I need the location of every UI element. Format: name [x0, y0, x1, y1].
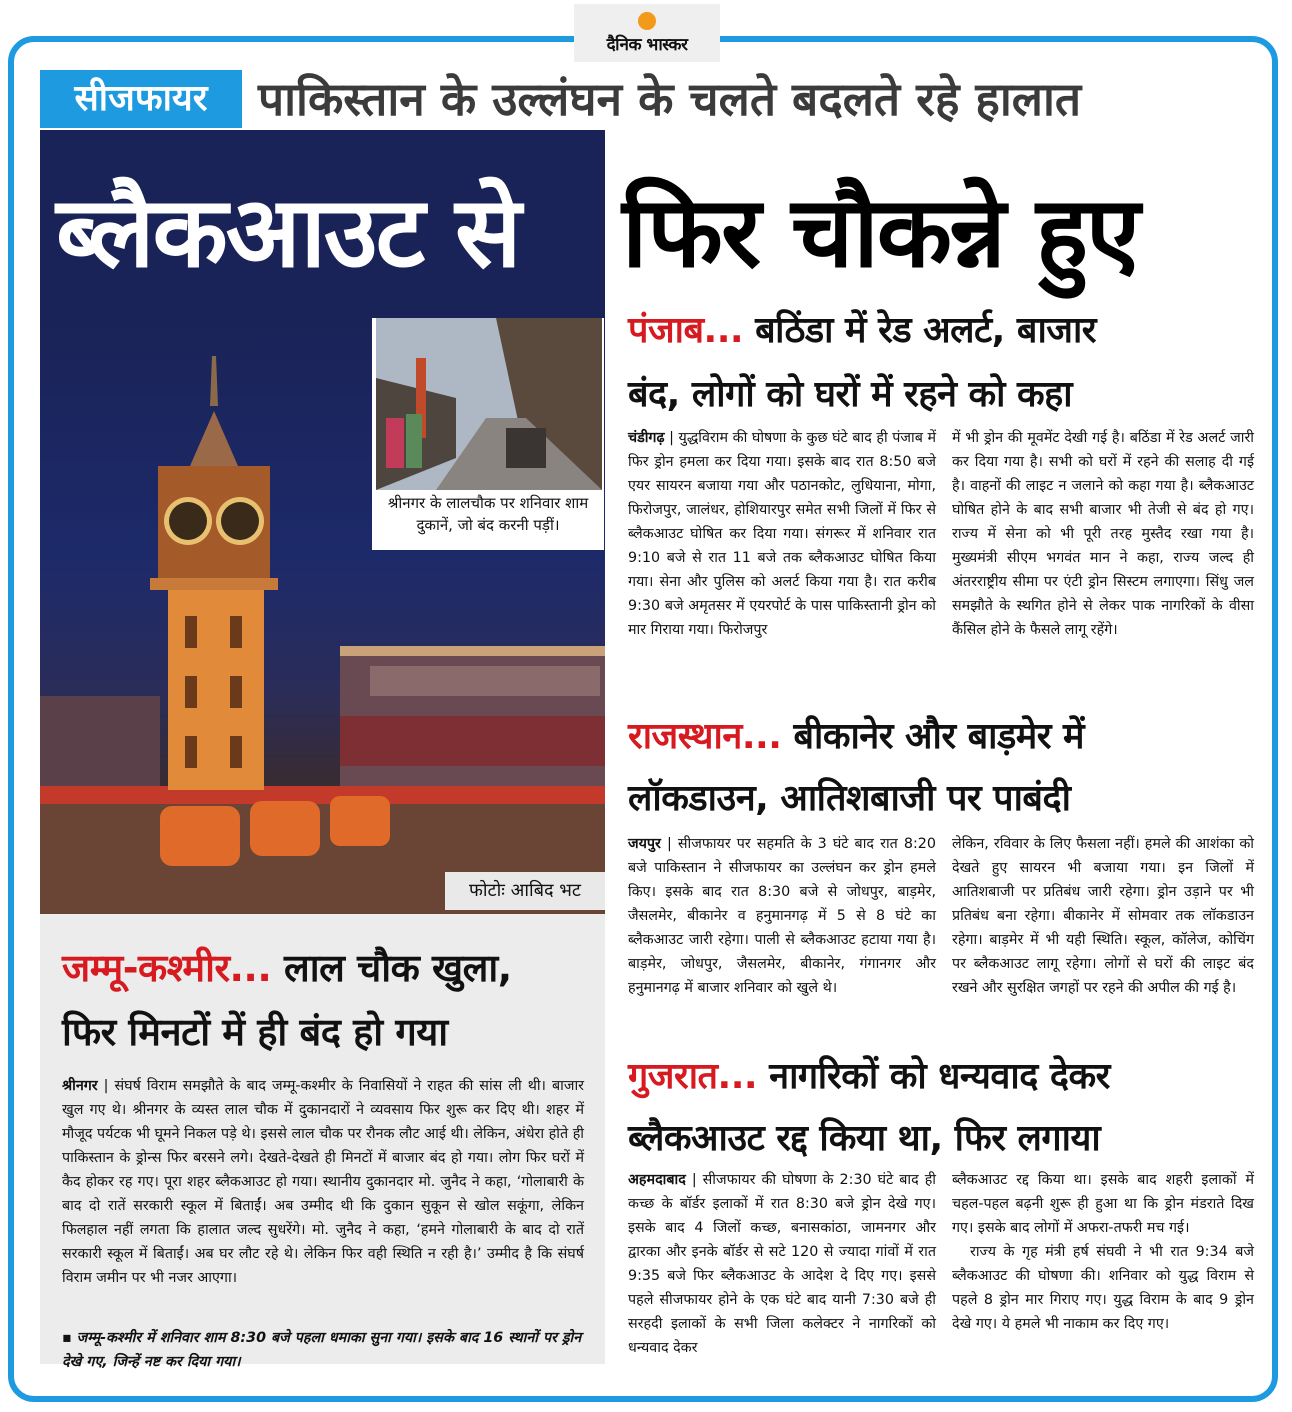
rajasthan-body-col1: जयपुर | सीजफायर पर सहमति के 3 घंटे बाद रात 8:20 बजे पाकिस्तान ने सीजफायर का उल्लंघन कर ड्रोन हमले किए। इसके बाद रात 8:30 बजे से जोधपुर, बाड़मेर, जैसलमेर, बीकानेर व हनुमानगढ़ में 5 से 8 घंटे का ब्लैकआउट जारी रहेगा। पाली से ब्लैकआउट हटाया गया है। बाड़मेर, जोधपुर, जैसलमेर, बीकानेर, गंगानगर और हनुमानगढ़ में बाजार शनिवार को खुले थे। — [628, 836, 936, 996]
gujarat-dateline: अहमदाबाद — [628, 1172, 686, 1188]
jk-headline-line1 — [62, 940, 512, 996]
gujarat-body-col2 — [952, 1168, 1254, 1336]
gujarat-body-text1: सीजफायर की घोषणा के 2:30 घंटे बाद ही कच्छ के बॉर्डर इलाकों में रात 8:30 बजे ड्रोन देखे गए। इसके बाद 4 जिलों कच्छ, बनासकांठा, जामनगर और द्वारका और इनके बॉर्डर से सटे 120 से ज्यादा गांवों में रात 9:35 बजे फिर ब्लैकआउट के आदेश दे दिए गए। इससे पहले सीजफायर होने के एक घंटे बाद यानी 7:30 बजे ही सरहदी इलाकों के सभी जिला कलेक्टर ने नागरिकों को धन्यवाद देकर — [628, 1172, 936, 1356]
rajasthan-headline-line2: लॉकडाउन, आतिशबाजी पर पाबंदी — [628, 778, 1071, 819]
photo-credit: फोटोः आबिद भट — [445, 872, 605, 910]
inset-caption: श्रीनगर के लालचौक पर शनिवार शाम दुकानें, जो बंद करनी पड़ीं। — [387, 494, 589, 534]
gujarat-body-col1: अहमदाबाद | सीजफायर की घोषणा के 2:30 घंटे बाद ही कच्छ के बॉर्डर इलाकों में रात 8:30 बजे ड्रोन देखे गए। इसके बाद 4 जिलों कच्छ, बनासकांठा, जामनगर और द्वारका और इनके बॉर्डर से सटे 120 से ज्यादा गांवों में रात 9:35 बजे फिर ब्लैकआउट के आदेश दे दिए गए। इससे पहले सीजफायर होने के एक घंटे बाद यानी 7:30 बजे ही सरहदी इलाकों के सभी जिला कलेक्टर ने नागरिकों को धन्यवाद देकर — [628, 1172, 936, 1356]
punjab-dateline: चंडीगढ़ — [628, 430, 665, 446]
masthead-logo — [574, 4, 720, 62]
rajasthan-kicker: राजस्थान... — [628, 716, 782, 757]
punjab-body-col2: में भी ड्रोन की मूवमेंट देखी गई है। बठिंडा में रेड अलर्ट जारी कर दिया गया है। सभी को घरों में रहने की सलाह दी गई है। वाहनों की लाइट न जलाने को कहा गया है। ब्लैकआउट घोषित होने के बाद सभी बाजार भी तेजी से बंद हो गए। राज्य में सेना को भी पूरी तरह मुस्तैद रखा गया है। मुख्यमंत्री सीएम भगवंत मान ने कहा, राज्य जल्द ही अंतरराष्ट्रीय सीमा पर एंटी ड्रोन सिस्टम लगाएगा। सिंधु जल समझौते के स्थगित होने से लेकर पाक नागरिकों के वीसा कैंसिल होने के फैसले लागू रहेंगे। — [952, 430, 1254, 638]
main-headline-part1: ब्लैकआउट से — [56, 176, 520, 290]
punjab-body-text1: युद्धविराम की घोषणा के कुछ घंटे बाद ही पंजाब में फिर ड्रोन हमला कर दिया गया। इसके बाद रात 8:50 बजे एयर सायरन बजाया गया और पठानकोट, लुधियाना, मोगा, फिरोजपुर, जालंधर, होशियारपुर समेत सभी जिलों में फिर से ब्लैकआउट घोषित कर दिया गया। संगरूर में शनिवार रात 9:10 बजे से रात 11 बजे तक ब्लैकआउट घोषित किया गया। सेना और पुलिस को अलर्ट किया गया है। रात करीब 9:30 बजे अमृतसर में एयरपोर्ट के पास पाकिस्तानी ड्रोन को मार गिराया गया। फिरोजपुर — [628, 430, 936, 638]
jk-dateline: श्रीनगर — [62, 1078, 98, 1094]
punjab-kicker: पंजाब... — [628, 310, 744, 351]
jk-body-text: संघर्ष विराम समझौते के बाद जम्मू-कश्मीर के निवासियों ने राहत की सांस ली थी। बाजार खुल गए थे। श्रीनगर के व्यस्त लाल चौक में दुकानदारों ने व्यवसाय फिर शुरू कर दिए थी। शहर में मौजूद पर्यटक भी घूमने निकल पड़े थे। इससे लाल चौक पर रौनक लौट आई थी। लेकिन, अंधेरा होते ही पाकिस्तान के ड्रोन्स फिर बरसने लगे। देखते-देखते ही मिनटों में बाजार बंद हो गया। लोग फिर घरों में कैद होकर रह गए। पूरा शहर ब्लैकआउट हो गया। स्थानीय दुकानदार मो. जुनैद ने कहा, ‘गोलाबारी के बाद दो रातें सरकारी स्कूल में बिताईं। अब उम्मीद थी कि दुकान सुकून से खोल सकूंगा, लेकिन फिलहाल नहीं लगता कि हालात जल्द सुधरेंगे। मो. जुनैद ने कहा, ‘हमने गोलाबारी के बाद दो रातें सरकारी स्कूल में बिताईं। अब घर लौट रहे थे। लेकिन फिर वही स्थिति न रही है।’ उम्मीद है कि संघर्ष विराम जमीन पर भी नजर आएगा। — [62, 1078, 584, 1286]
supra-headline: पाकिस्तान के उल्लंघन के चलते बदलते रहे हालात — [258, 72, 1082, 126]
punjab-headline-line1 — [628, 302, 1096, 360]
jk-kicker: जम्मू-कश्मीर... — [62, 946, 272, 990]
rajasthan-headline-text1: बीकानेर और बाड़मेर में — [793, 716, 1085, 757]
gujarat-headline-text1: नागरिकों को धन्यवाद देकर — [769, 1056, 1110, 1097]
gujarat-body-col2-p2: राज्य के गृह मंत्री हर्ष संघवी ने भी रात 9:34 बजे ब्लैकआउट की घोषणा की। शनिवार को युद्ध विराम से पहले 8 ड्रोन मार गिराए गए। युद्ध विराम के बाद 9 ड्रोन देखे गए। ये हमले भी नाकाम कर दिए गए। — [952, 1244, 1254, 1332]
jk-headline-text1: लाल चौक खुला, — [284, 946, 512, 990]
jk-body: श्रीनगर | संघर्ष विराम समझौते के बाद जम्मू-कश्मीर के निवासियों ने राहत की सांस ली थी। बाजार खुल गए थे। श्रीनगर के व्यस्त लाल चौक में दुकानदारों ने व्यवसाय फिर शुरू कर दिए थी। शहर में मौजूद पर्यटक भी घूमने निकल पड़े थे। इससे लाल चौक पर रौनक लौट आई थी। लेकिन, अंधेरा होते ही पाकिस्तान के ड्रोन्स फिर बरसने लगे। देखते-देखते ही मिनटों में बाजार बंद हो गया। लोग फिर घरों में कैद होकर रह गए। पूरा शहर ब्लैकआउट हो गया। स्थानीय दुकानदार मो. जुनैद ने कहा, ‘गोलाबारी के बाद दो रातें सरकारी स्कूल में बिताईं। अब उम्मीद थी कि दुकान सुकून से खोल सकूंगा, लेकिन फिलहाल नहीं लगता कि हालात जल्द सुधरेंगे। मो. जुनैद ने कहा, ‘हमने गोलाबारी के बाद दो रातें सरकारी स्कूल में बिताईं। अब घर लौट रहे थे। लेकिन फिर वही स्थिति न रही है।’ उम्मीद है कि संघर्ष विराम जमीन पर भी नजर आएगा। — [62, 1078, 584, 1286]
jk-note: ▪ जम्मू-कश्मीर में शनिवार शाम 8:30 बजे पहला धमाका सुना गया। इसके बाद 16 स्थानों पर ड्रोन देखे गए, जिन्हें नष्ट कर दिया गया। — [62, 1330, 582, 1370]
rajasthan-headline-line1 — [628, 708, 1084, 766]
inset-photo — [376, 318, 602, 490]
gujarat-kicker: गुजरात... — [628, 1056, 758, 1097]
gujarat-body-col2-p1: ब्लैकआउट रद्द किया था। इसके बाद शहरी इलाकों में चहल-पहल बढ़नी शुरू ही हुआ था कि ड्रोन मंडराते दिख गए। इसके बाद लोगों में अफरा-तफरी मच गई। — [952, 1172, 1254, 1236]
punjab-body-col1: चंडीगढ़ | युद्धविराम की घोषणा के कुछ घंटे बाद ही पंजाब में फिर ड्रोन हमला कर दिया गया। इसके बाद रात 8:50 बजे एयर सायरन बजाया गया और पठानकोट, लुधियाना, मोगा, फिरोजपुर, जालंधर, होशियारपुर समेत सभी जिलों में फिर से ब्लैकआउट घोषित कर दिया गया। संगरूर में शनिवार रात 9:10 बजे से रात 11 बजे तक ब्लैकआउट घोषित किया गया। सेना और पुलिस को अलर्ट किया गया है। रात करीब 9:30 बजे अमृतसर में एयरपोर्ट के पास पाकिस्तानी ड्रोन को मार गिराया गया। फिरोजपुर — [628, 430, 936, 638]
gujarat-headline-line2: ब्लैकआउट रद्द किया था, फिर लगाया — [628, 1118, 1101, 1159]
punjab-headline-text1: बठिंडा में रेड अलर्ट, बाजार — [755, 310, 1097, 351]
jk-headline-line2: फिर मिनटों में ही बंद हो गया — [62, 1010, 448, 1054]
rajasthan-body-col2: लेकिन, रविवार के लिए फैसला नहीं। हमले की आशंका को देखते हुए सायरन भी बजाया गया। इन जिलों में आतिशबाजी पर प्रतिबंध जारी रहेगा। ड्रोन उड़ाने पर भी प्रतिबंध बना रहेगा। बीकानेर में सोमवार तक लॉकडाउन रहेगा। बाड़मेर में भी यही स्थिति। स्कूल, कॉलेज, कोचिंग पर ब्लैकआउट लागू रहेगा। लोगों से घरों की लाइट बंद रखने और सुरक्षित जगहों पर रहने की अपील की गई है। — [952, 836, 1254, 996]
rajasthan-dateline: जयपुर — [628, 836, 661, 852]
inset-photo-frame — [372, 318, 604, 550]
logo-text: दैनिक भास्कर — [606, 35, 688, 55]
punjab-headline-line2: बंद, लोगों को घरों में रहने को कहा — [628, 374, 1073, 415]
sun-icon — [638, 12, 656, 30]
rajasthan-body-text1: सीजफायर पर सहमति के 3 घंटे बाद रात 8:20 बजे पाकिस्तान ने सीजफायर का उल्लंघन कर ड्रोन हमले किए। इसके बाद रात 8:30 बजे से जोधपुर, बाड़मेर, जैसलमेर, बीकानेर व हनुमानगढ़ में 5 से 8 घंटे का ब्लैकआउट जारी रहेगा। पाली से ब्लैकआउट हटाया गया है। बाड़मेर, जोधपुर, जैसलमेर, बीकानेर, गंगानगर और हनुमानगढ़ में बाजार शनिवार को खुले थे। — [628, 836, 936, 996]
section-tag: सीजफायर — [40, 70, 242, 128]
main-headline-part2: फिर चौकन्ने हुए — [622, 176, 1139, 290]
gujarat-headline-line1 — [628, 1048, 1110, 1106]
street-scene-illustration — [376, 318, 602, 490]
